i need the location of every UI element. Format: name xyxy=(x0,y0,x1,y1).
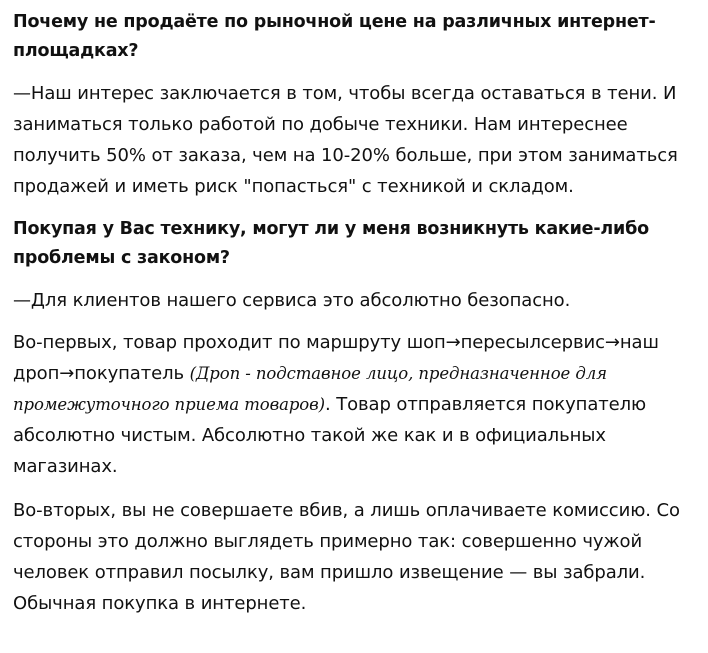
route-text-cont: . Товар отправляется покупателю абсолютно чистым. Абсолютно такой же как и в официальных магазинах. xyxy=(13,394,647,477)
question-heading-market-price: Почему не продаёте по рыночной цене на различных интернет-площадках? xyxy=(13,12,656,61)
route-text: Во-первых, товар проходит по маршруту шоп→пересылсервис→наш дроп→покупатель xyxy=(13,332,659,384)
paragraph-route xyxy=(13,327,694,482)
drop-definition-italic: (Дроп - подставное лицо, предназначенное для промежуточного приема товаров) xyxy=(13,364,607,414)
question-heading-legal: Покупая у Вас технику, могут ли у меня возникнуть какие-либо проблемы с законом? xyxy=(13,219,649,268)
answer-paragraph-safe: —Для клиентов нашего сервиса это абсолютно безопасно. xyxy=(13,290,571,311)
paragraph-commission: Во-вторых, вы не совершаете вбив, а лишь оплачиваете комиссию. Со стороны это должно выглядеть примерно так: совершенно чужой человек отправил посылку, вам пришло извещение — вы забрали. Обычная покупка в интернете. xyxy=(13,500,680,614)
answer-paragraph-shadow: —Наш интерес заключается в том, чтобы всегда оставаться в тени. И заниматься только работой по добыче техники. Нам интереснее получить 50% от заказа, чем на 10-20% больше, при этом заниматься продажей и иметь риск "попасться" с техникой и складом. xyxy=(13,83,678,197)
